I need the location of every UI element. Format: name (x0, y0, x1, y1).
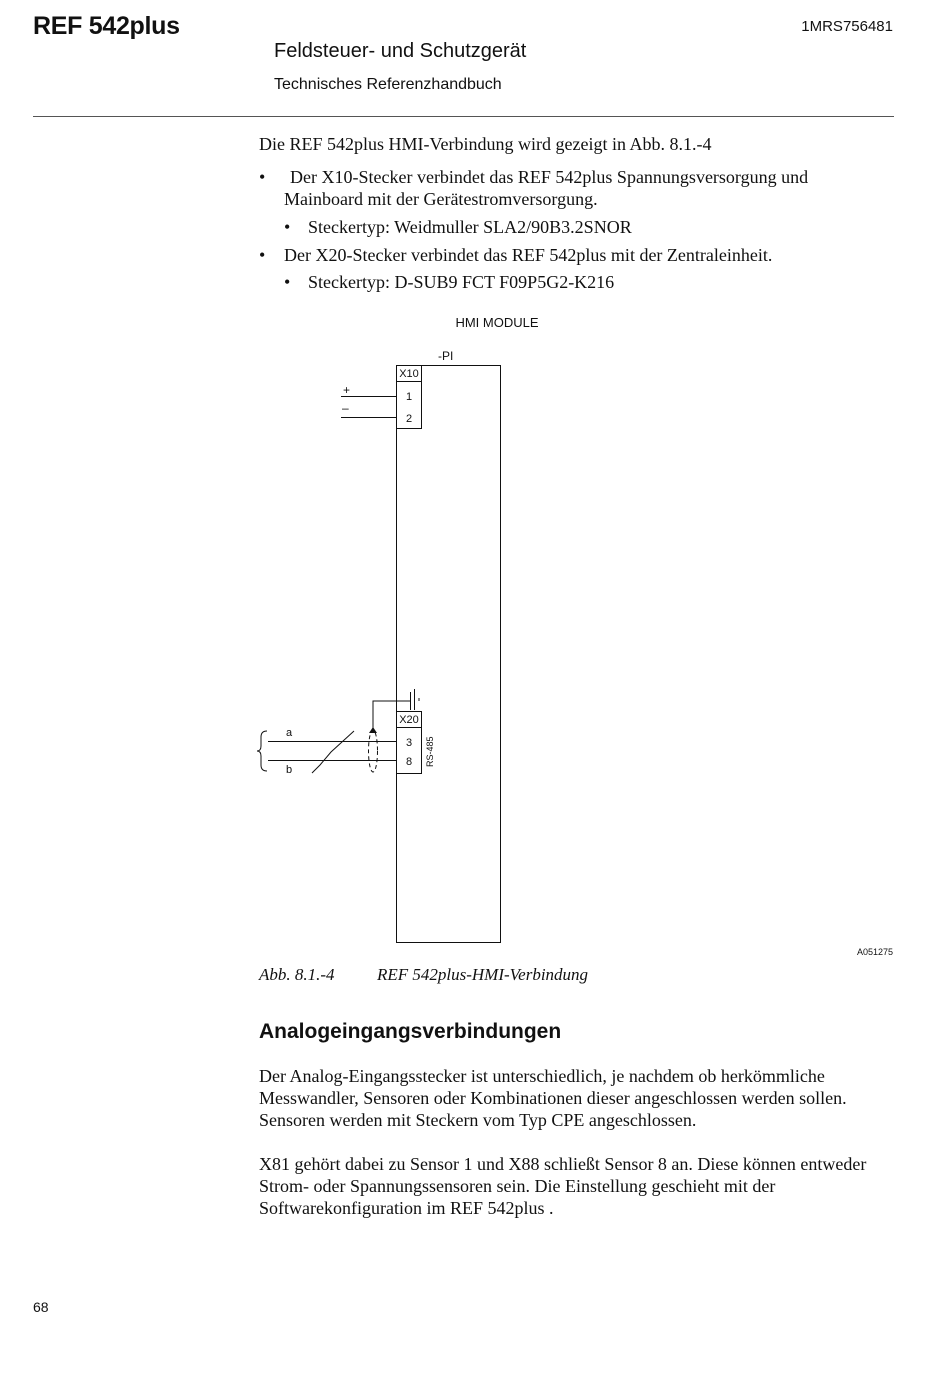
section-paragraph-1: Der Analog-Eingangsstecker ist unterschiedlich, je nachdem ob herkömmliche Messwandler, Sensoren oder Kombinationen dieser angeschlossen werden sollen. Sensoren werden mit Steckern vom Typ CPE angeschlossen. (259, 1066, 847, 1130)
x20-pin-3: 3 (405, 737, 413, 749)
twisted-pair-symbol (312, 731, 354, 773)
caption-text: REF 542plus-HMI-Verbindung (377, 965, 589, 984)
wire-b-label: b (286, 764, 293, 776)
figure-title: HMI MODULE (455, 315, 539, 330)
connector-type-x10: Steckertyp: Weidmuller SLA2/90B3.2SNOR (308, 217, 632, 237)
x20-label: X20 (399, 714, 419, 726)
document-number: 1MRS756481 (801, 18, 893, 35)
rs485-label: RS-485 (425, 736, 435, 767)
x20-pin-8: 8 (405, 756, 413, 768)
bullet-x20 (259, 244, 899, 266)
hmi-module-box (397, 366, 501, 943)
bus-brace (257, 731, 267, 771)
bullet-x10-line1: Der X10-Stecker verbindet das REF 542plus Spannungsversorgung und (290, 167, 809, 187)
manual-name: Technisches Referenzhandbuch (274, 76, 502, 93)
x10-pin-1: 1 (405, 391, 413, 403)
cable-shield (369, 730, 378, 772)
bullet-x20-line1: Der X20-Stecker verbindet das REF 542plus mit der Zentraleinheit. (284, 245, 773, 265)
shield-contact-arrow (369, 727, 377, 733)
bullet-dot: • (259, 167, 266, 187)
page-number: 68 (33, 1299, 49, 1315)
header-divider (33, 116, 894, 117)
bullet-x10 (259, 166, 899, 210)
caption-number: Abb. 8.1.-4 (259, 965, 335, 984)
section-paragraph-2: X81 gehört dabei zu Sensor 1 und X88 schließt Sensor 8 an. Diese können entweder Strom- oder Spannungssensoren sein. Die Einstellung geschieht mit der Softwarekonfiguration im REF 542plus . (259, 1154, 867, 1218)
bullet-x10-connector-type (284, 216, 884, 238)
x10-pin-2: 2 (405, 413, 413, 425)
document-title: REF 542plus (33, 12, 180, 40)
bullet-x10-line2: Mainboard mit der Gerätestromversorgung. (284, 189, 598, 209)
x10-minus-sign: – (342, 401, 349, 415)
wire-a-label: a (286, 727, 293, 739)
section-heading: Analogeingangsverbindungen (259, 1020, 562, 1043)
figure-reference-code: A051275 (856, 947, 893, 957)
bullet-dot: • (284, 272, 291, 292)
bullet-dot: • (284, 217, 291, 237)
x10-plus-sign: + (343, 383, 351, 397)
document-subtitle: Feldsteuer- und Schutzgerät (274, 40, 527, 62)
wiring-diagram (250, 310, 900, 960)
intro-paragraph: Die REF 542plus HMI-Verbindung wird gezeigt in Abb. 8.1.-4 (259, 134, 712, 154)
x10-label: X10 (399, 368, 419, 380)
bullet-x20-connector-type (284, 271, 884, 293)
module-designation: -PI (438, 349, 454, 363)
bullet-dot: • (259, 245, 266, 265)
connector-type-x20: Steckertyp: D-SUB9 FCT F09P5G2-K216 (308, 272, 615, 292)
